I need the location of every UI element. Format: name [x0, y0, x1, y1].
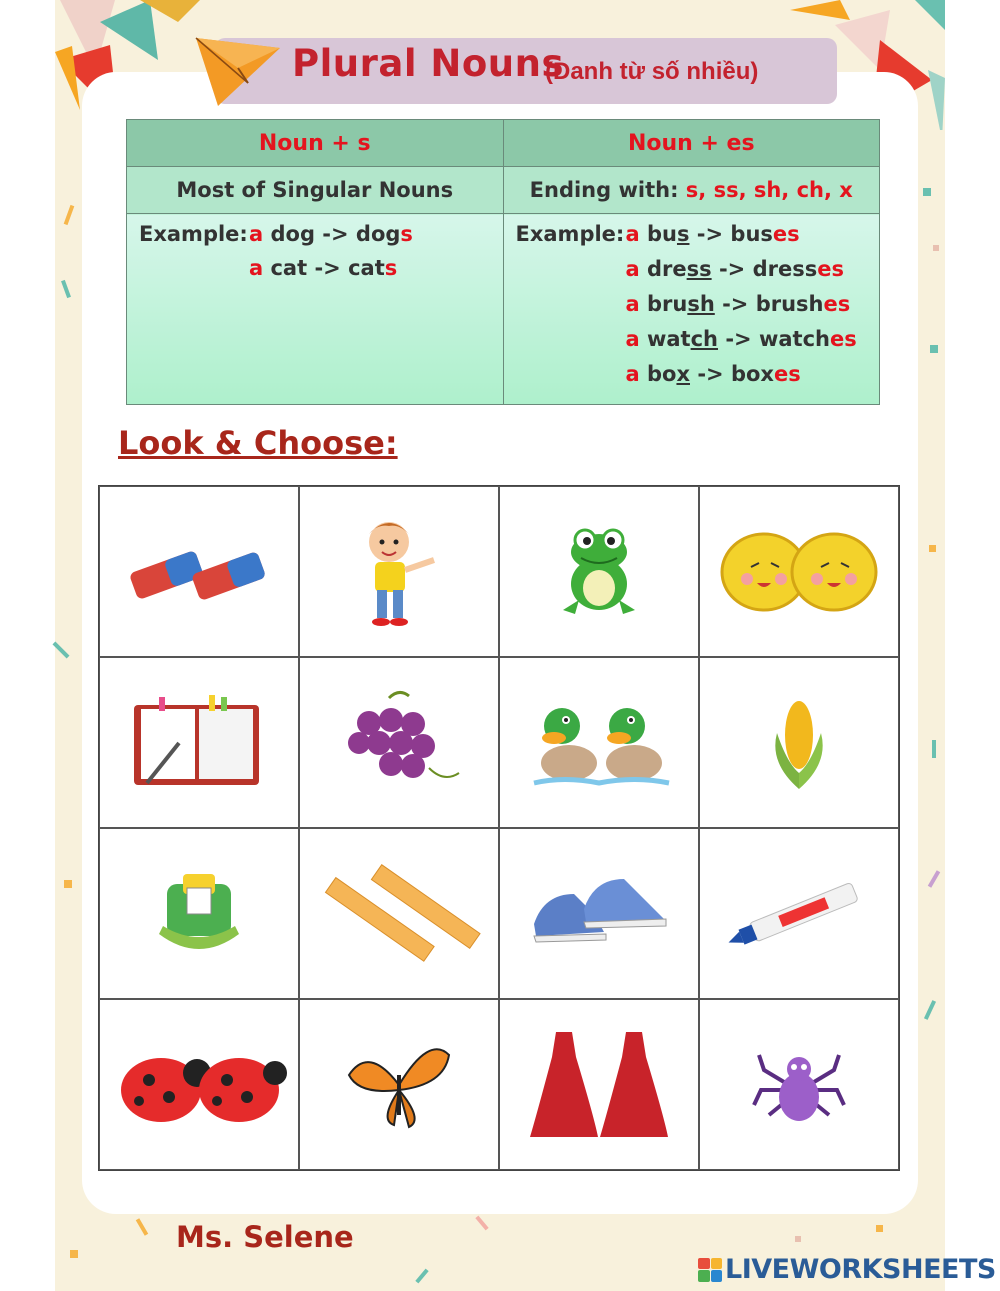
article: a — [625, 292, 640, 316]
dresses-icon — [524, 1027, 674, 1142]
picture-cell[interactable] — [99, 486, 299, 657]
article: a — [625, 222, 640, 246]
rulers-icon — [314, 859, 484, 969]
example-row — [249, 256, 397, 280]
grapes-icon — [329, 688, 469, 798]
plural-suffix: s — [384, 256, 398, 280]
plural-stem: watch — [758, 327, 830, 351]
article: a — [625, 257, 640, 281]
rule-noun-s-desc: Most of Singular Nouns — [127, 167, 504, 214]
frog-icon — [549, 522, 649, 622]
rules-table — [126, 119, 880, 405]
plural-suffix: s — [400, 222, 413, 246]
page-title: Plural Nouns — [292, 42, 565, 85]
example-label: Example: — [139, 222, 248, 246]
spider-icon — [749, 1035, 849, 1135]
arrow: -> — [696, 222, 724, 246]
picture-cell[interactable] — [99, 657, 299, 828]
picture-grid — [98, 485, 900, 1171]
picture-cell[interactable] — [99, 999, 299, 1170]
arrow: -> — [314, 256, 341, 280]
picture-cell[interactable] — [699, 828, 899, 999]
examples-noun-es — [503, 214, 880, 405]
picture-cell[interactable] — [699, 657, 899, 828]
picture-cell[interactable] — [299, 657, 499, 828]
picture-cell[interactable] — [299, 486, 499, 657]
picture-cell[interactable] — [299, 999, 499, 1170]
boy-icon — [349, 512, 449, 632]
example-row — [249, 222, 413, 246]
picture-cell[interactable] — [99, 828, 299, 999]
picture-cell[interactable] — [499, 828, 699, 999]
marker-icon — [719, 864, 879, 964]
arrow: -> — [722, 292, 749, 316]
example-row — [626, 292, 851, 316]
plural-suffix: es — [772, 222, 800, 246]
butterfly-icon — [339, 1035, 459, 1135]
paper-plane-icon — [188, 28, 288, 112]
example-row — [626, 222, 800, 246]
examples-noun-s — [127, 214, 504, 405]
article: a — [625, 327, 640, 351]
singular-word-start: bo — [646, 362, 677, 386]
example-row — [626, 362, 801, 386]
plural-stem: dress — [752, 257, 818, 281]
arrow: -> — [322, 222, 349, 246]
arrow: -> — [697, 362, 724, 386]
notebook-icon — [129, 693, 269, 793]
singular-word: dog — [270, 222, 315, 246]
article: a — [625, 362, 640, 386]
singular-word-start: bu — [646, 222, 677, 246]
arrow: -> — [718, 257, 746, 281]
section-heading: Look & Choose: — [118, 424, 398, 462]
singular-word-start: wat — [646, 327, 691, 351]
schoolbag-icon — [149, 864, 249, 964]
singular-word-ending: ch — [690, 327, 719, 351]
singular-word: cat — [270, 256, 308, 280]
page-subtitle: (Danh từ số nhiều) — [545, 58, 759, 85]
singular-word-ending: sh — [687, 292, 715, 316]
ladybugs-icon — [109, 1035, 289, 1135]
picture-cell[interactable] — [699, 999, 899, 1170]
article: a — [249, 222, 264, 246]
picture-cell[interactable] — [499, 657, 699, 828]
brand-mark-icon — [698, 1258, 722, 1282]
ducks-icon — [524, 688, 674, 798]
plural-suffix: es — [823, 292, 851, 316]
plural-stem: box — [730, 362, 774, 386]
plural-suffix: es — [829, 327, 857, 351]
rule-endings-label: Ending with: — [529, 178, 686, 202]
singular-word-ending: x — [676, 362, 690, 386]
author-signature: Ms. Selene — [176, 1220, 354, 1254]
picture-cell[interactable] — [299, 828, 499, 999]
plural-stem: brush — [755, 292, 824, 316]
plural-stem: dog — [355, 222, 401, 246]
plural-stem: bus — [730, 222, 773, 246]
picture-cell[interactable] — [499, 486, 699, 657]
example-row — [626, 327, 857, 351]
lemons-icon — [709, 517, 889, 627]
singular-word-start: bru — [646, 292, 688, 316]
header-noun-s: Noun + s — [127, 120, 504, 167]
article: a — [249, 256, 264, 280]
erasers-icon — [124, 532, 274, 612]
brand-logo[interactable] — [698, 1254, 996, 1285]
sneakers-icon — [524, 864, 674, 964]
arrow: -> — [725, 327, 752, 351]
plural-stem: cat — [348, 256, 385, 280]
corn-icon — [759, 693, 839, 793]
header-noun-es: Noun + es — [503, 120, 880, 167]
picture-cell[interactable] — [499, 999, 699, 1170]
singular-word-ending: ss — [686, 257, 712, 281]
singular-word-ending: s — [676, 222, 690, 246]
brand-name: LIVEWORKSHEETS — [725, 1254, 996, 1285]
example-row — [626, 257, 844, 281]
plural-suffix: es — [773, 362, 801, 386]
picture-cell[interactable] — [699, 486, 899, 657]
example-label: Example: — [515, 222, 625, 246]
singular-word-start: dre — [646, 257, 687, 281]
rule-noun-es-desc — [503, 167, 880, 214]
rule-endings-list: s, ss, sh, ch, x — [685, 178, 853, 202]
plural-suffix: es — [817, 257, 844, 281]
